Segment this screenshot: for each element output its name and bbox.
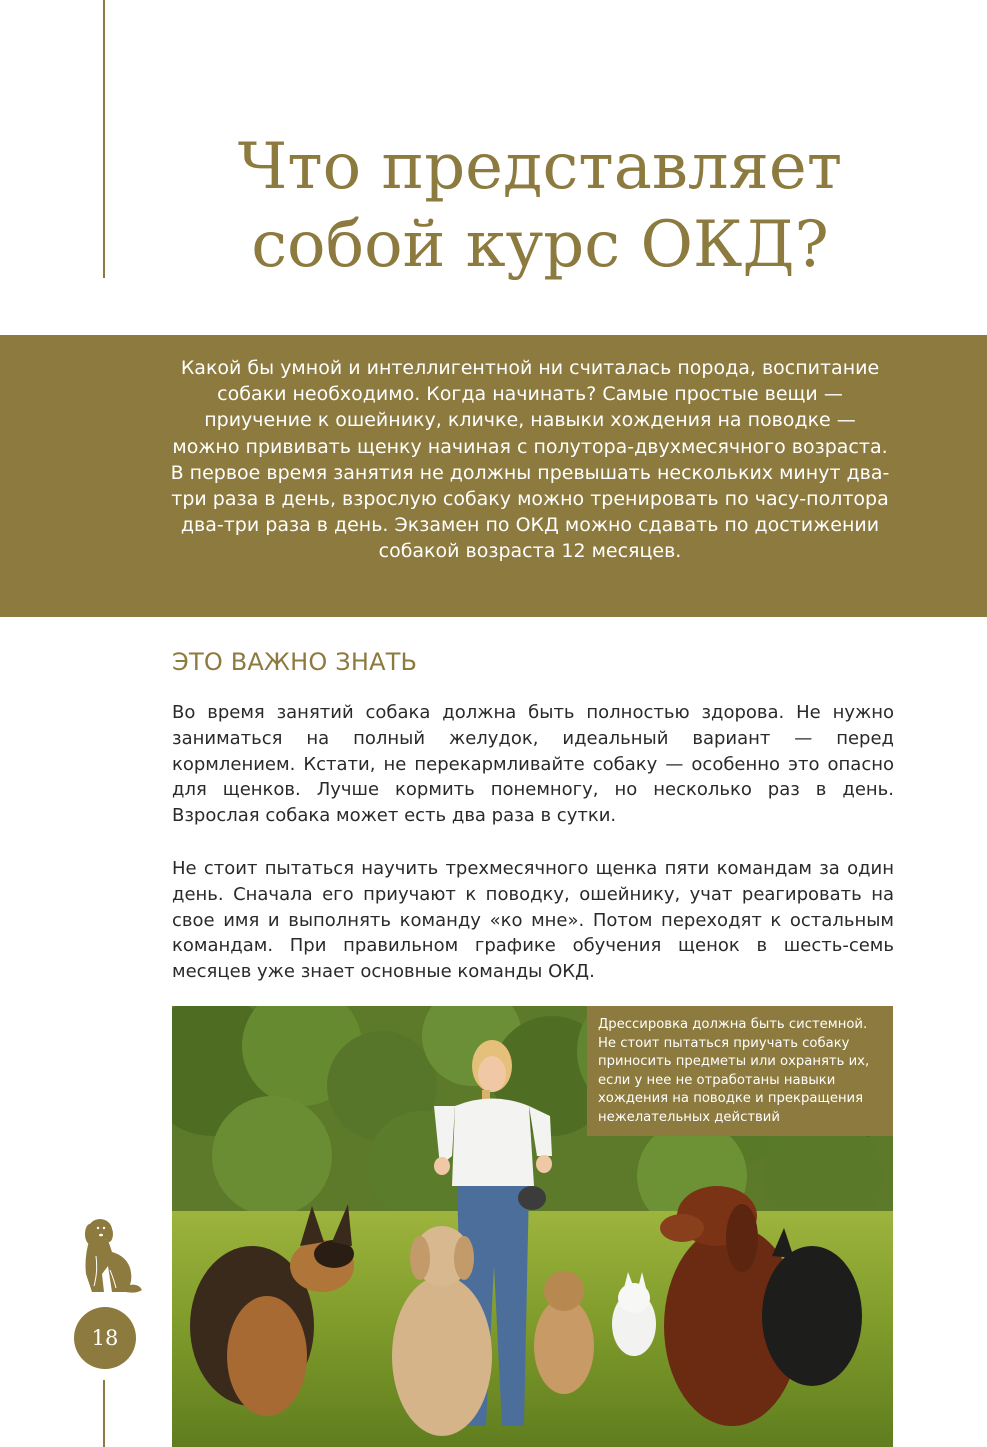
decorative-rule-top: [103, 0, 105, 278]
body-paragraph: Во время занятий собака должна быть полностью здорова. Не нужно заниматься на полный желудок, идеальный вариант — перед кормлением. Кстати, не перекармливайте собаку — особенно это опасно для щенков. Лучше кормить понемногу, но несколько раз в день. Взрослая собака может есть два раза в сутки.: [172, 702, 894, 827]
photo-caption: Дрессировка должна быть системной. Не стоит пытаться приучать собаку приносить предметы или охранять их, если у нее не отработаны навыки хождения на поводке и прекращения нежелательных действий: [587, 1006, 893, 1136]
section-heading: ЭТО ВАЖНО ЗНАТЬ: [172, 648, 418, 676]
intro-text: Какой бы умной и интеллигентной ни считалась порода, воспитание собаки необходимо. Когда начинать? Самые простые вещи — приучение к ошейнику, кличке, навыки хождения на поводке — можно прививать щенку начиная с полутора-двухмесячного возраста. В первое время занятия не должны превышать нескольких минут два-три раза в день, взрослую собаку можно тренировать по часу-полтора два-три раза в день. Экзамен по ОКД можно сдавать по достижении собакой возраста 12 месяцев.: [170, 357, 890, 563]
dog-icon: [78, 1216, 144, 1298]
decorative-rule-bottom: [103, 1380, 105, 1447]
page-title: Что представляет собой курс ОКД?: [237, 130, 843, 282]
page-number: 18: [74, 1307, 136, 1369]
body-paragraph: Не стоит пытаться научить трехмесячного щенка пяти командам за один день. Сначала его приучают к поводку, ошейнику, учат реагировать на свое имя и выполнять команду «ко мне». Потом переходят к остальным командам. При правильном графике обучения щенок в шесть-семь месяцев уже знает основные команды ОКД.: [172, 858, 894, 983]
